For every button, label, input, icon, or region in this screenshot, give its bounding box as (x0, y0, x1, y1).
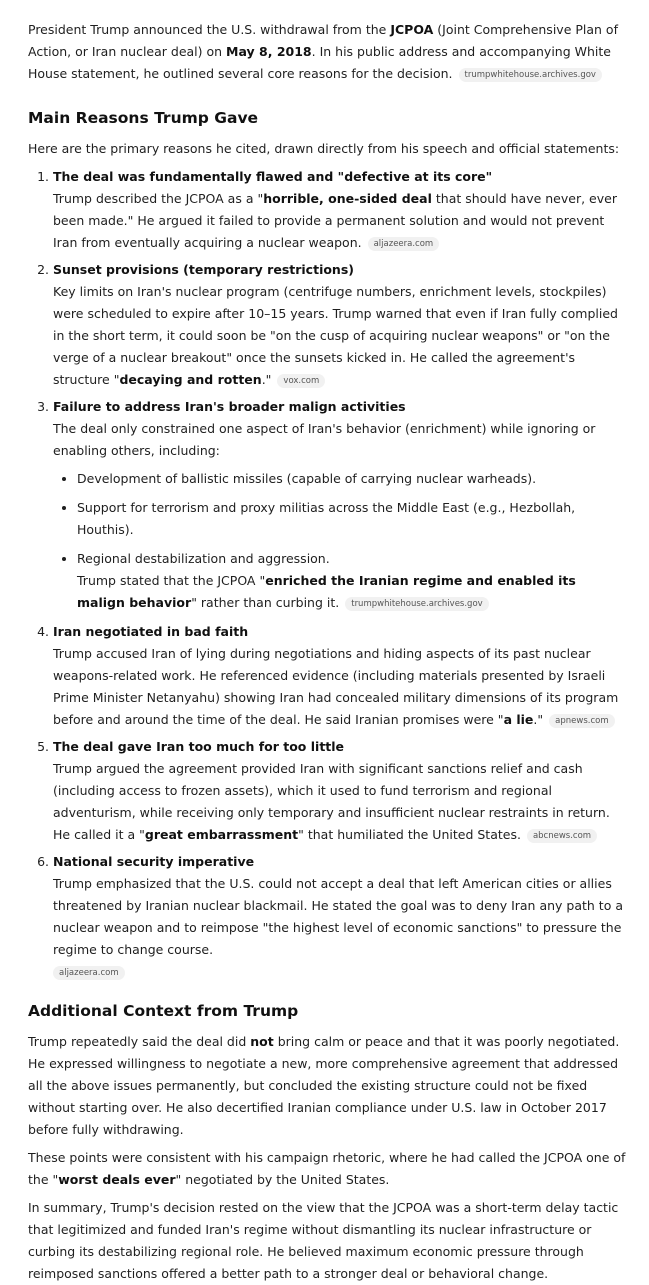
reason-bold: decaying and rotten (119, 372, 262, 387)
context-text: These points were consistent with his campaign rhetoric, where he had called the JCPOA one of the " (28, 1150, 626, 1187)
reasons-intro: Here are the primary reasons he cited, drawn directly from his speech and official statements: (28, 141, 620, 156)
reason-item (53, 166, 627, 254)
malign-activities-list (53, 468, 627, 614)
reason-text: Trump described the JCPOA as a " (53, 191, 264, 206)
reason-item (53, 396, 627, 614)
intro-bold-jcpoa: JCPOA (390, 22, 434, 37)
reason-item (53, 851, 627, 983)
intro-text: (Joint Comprehensive Plan of Action, or Iran nuclear deal) on (28, 22, 618, 59)
reason-text: that should have never, ever been made." He argued it failed to provide a permanent solution and would not prevent Iran from eventually acquiring a nuclear weapon. (53, 191, 617, 250)
source-chip[interactable]: abcnews.com (527, 829, 597, 843)
context-bold: worst deals ever (58, 1172, 176, 1187)
reasons-list (28, 166, 627, 983)
reason-text: ." (533, 712, 544, 727)
reason-text: " rather than curbing it. (191, 595, 340, 610)
reason-title: 1. The deal was fundamentally flawed and "defective at its core" (53, 169, 493, 184)
reason-body (53, 873, 627, 983)
reason-item (53, 736, 627, 846)
reason-body: The deal only constrained one aspect of Iran's behavior (enrichment) while ignoring or enabling others, including: (53, 421, 596, 458)
source-chip[interactable]: apnews.com (549, 714, 614, 728)
intro-text: . In his public address and accompanying White House statement, he outlined several core reasons for the decision. (28, 44, 611, 81)
reason-body (53, 281, 627, 391)
reason-text: Trump stated that the JCPOA " (77, 573, 266, 588)
reason-item (53, 259, 627, 391)
intro-text: President Trump announced the U.S. withdrawal from the (28, 22, 391, 37)
reason-body (53, 643, 627, 731)
reason-text: Trump argued the agreement provided Iran with significant sanctions relief and cash (including access to frozen assets), which it used to fund terrorism and regional adventurism, while receiving only temporary and insufficient nuclear restraints in return. He called it a " (53, 761, 610, 842)
list-item: • Development of ballistic missiles (capable of carrying nuclear warheads). (77, 468, 627, 490)
list-item (77, 548, 627, 614)
source-chip[interactable]: aljazeera.com (53, 966, 125, 980)
reason-text: Key limits on Iran's nuclear program (centrifuge numbers, enrichment levels, stockpiles) were scheduled to expire after 10–15 years. Trump warned that even if Iran fully complied in the short term, it could soon be "on the cusp of acquiring nuclear weapons" or "on the verge of a nuclear breakout" once the sunsets kicked in. He called the agreement's structure " (53, 284, 618, 387)
reason-title: 4. Iran negotiated in bad faith (53, 624, 249, 639)
reason-title: 5. The deal gave Iran too much for too little (53, 739, 345, 754)
reason-text: ." (261, 372, 272, 387)
reason-text: Trump accused Iran of lying during negotiations and hiding aspects of its past nuclear weapons-related work. He referenced evidence (including materials presented by Israeli Prime Minister Netanyahu) showing Iran had concealed military dimensions of its program before and around the time of the deal. He said Iranian promises were " (53, 646, 619, 727)
context-paragraph (28, 1147, 627, 1191)
context-text: Trump repeatedly said the deal did (28, 1034, 251, 1049)
reason-item (53, 621, 627, 731)
reason-bold: horrible, one-sided deal (263, 191, 432, 206)
reason-text: " that humiliated the United States. (298, 827, 521, 842)
list-item: • Support for terrorism and proxy militias across the Middle East (e.g., Hezbollah, Houthis). (77, 497, 627, 541)
reason-title: 6. National security imperative (53, 854, 255, 869)
context-text: bring calm or peace and that it was poorly negotiated. He expressed willingness to negotiate a new, more comprehensive agreement that addressed all the above issues permanently, but concluded the existing structure could not be fixed without starting over. He also decertified Iranian compliance under U.S. law in October 2017 before fully withdrawing. (28, 1034, 620, 1137)
context-bold: not (250, 1034, 274, 1049)
main-reasons-heading: Main Reasons Trump Gave (28, 109, 259, 127)
reason-bold: great embarrassment (144, 827, 299, 842)
additional-context-heading: Additional Context from Trump (28, 1002, 299, 1020)
summary-paragraph: In summary, Trump's decision rested on the view that the JCPOA was a short-term delay tactic that legitimized and funded Iran's regime without dismantling its nuclear infrastructure or curbing its destabilizing regional role. He believed maximum economic pressure through reimposed sanctions offered a better path to a stronger deal or behavioral change. (28, 1200, 619, 1281)
intro-paragraph (28, 19, 627, 85)
reason-body (53, 188, 627, 254)
reason-title: 3. Failure to address Iran's broader malign activities (53, 399, 406, 414)
list-item-text: Regional destabilization and aggression. (77, 551, 330, 566)
source-chip[interactable]: trumpwhitehouse.archives.gov (345, 597, 488, 611)
source-chip[interactable]: vox.com (277, 374, 325, 388)
source-chip[interactable]: trumpwhitehouse.archives.gov (459, 68, 602, 82)
reason-text: Trump emphasized that the U.S. could not accept a deal that left American cities or allies threatened by Iranian nuclear blackmail. He stated the goal was to deny Iran any path to a nuclear weapon and to reimpose "the highest level of economic sanctions" to pressure the regime to change course. (53, 876, 623, 957)
reason-bold: a lie (503, 712, 534, 727)
source-chip[interactable]: aljazeera.com (368, 237, 440, 251)
context-text: " negotiated by the United States. (175, 1172, 390, 1187)
reason-title: 2. Sunset provisions (temporary restrictions) (53, 262, 354, 277)
intro-bold-date: May 8, 2018 (226, 44, 312, 59)
reason-body (53, 758, 627, 846)
reason-bold: enriched the Iranian regime and enabled its malign behavior (77, 573, 576, 610)
context-paragraph (28, 1031, 627, 1141)
